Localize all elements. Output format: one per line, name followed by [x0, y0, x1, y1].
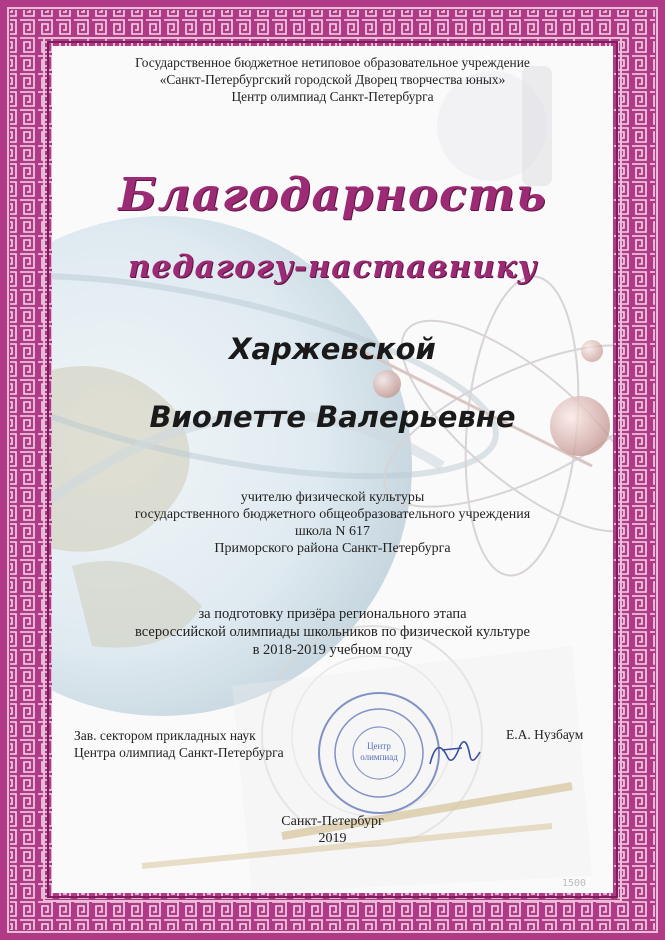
stamp-text-1: Центр	[367, 741, 391, 751]
handwritten-signature	[422, 726, 502, 776]
issuer-header	[52, 54, 613, 105]
position-line-1: учителю физической культуры	[240, 490, 425, 505]
certificate-title: Благодарность	[118, 168, 547, 221]
reason-line-2: всероссийской олимпиады школьников по физической культуре	[135, 624, 530, 640]
year: 2019	[318, 831, 347, 846]
signatory-title-line-1: Зав. сектором прикладных наук	[74, 728, 256, 743]
certificate-subtitle: педагогу-наставнику	[127, 249, 538, 285]
certificate-body	[52, 46, 613, 893]
issuer-line-3: Центр олимпиад Санкт-Петербурга	[231, 89, 434, 104]
position-line-3: школа N 617	[295, 524, 370, 539]
city: Санкт-Петербург	[281, 814, 384, 829]
recipient-surname: Харжевской	[229, 332, 436, 366]
svg-text:1500: 1500	[562, 878, 587, 889]
position-line-4: Приморского района Санкт-Петербурга	[214, 541, 451, 556]
signatory-name: Е.А. Нузбаум	[506, 727, 584, 742]
recipient-position	[52, 489, 613, 557]
recipient-given-name: Виолетте Валерьевне	[149, 400, 516, 434]
reason-line-1: за подготовку призёра регионального этапа	[198, 606, 467, 622]
position-line-2: государственного бюджетного общеобразовательного учреждения	[134, 507, 531, 522]
award-reason	[52, 605, 613, 659]
signatory-title	[74, 727, 284, 761]
signatory-title-line-2: Центра олимпиад Санкт-Петербурга	[74, 745, 284, 760]
issuer-line-2: «Санкт-Петербургский городской Дворец творчества юных»	[159, 72, 506, 87]
stamp-text-2: олимпиад	[360, 752, 398, 762]
issuer-line-1: Государственное бюджетное нетиповое образовательное учреждение	[135, 55, 530, 70]
reason-line-3: в 2018-2019 учебном году	[252, 642, 413, 658]
place-and-date	[52, 813, 613, 847]
